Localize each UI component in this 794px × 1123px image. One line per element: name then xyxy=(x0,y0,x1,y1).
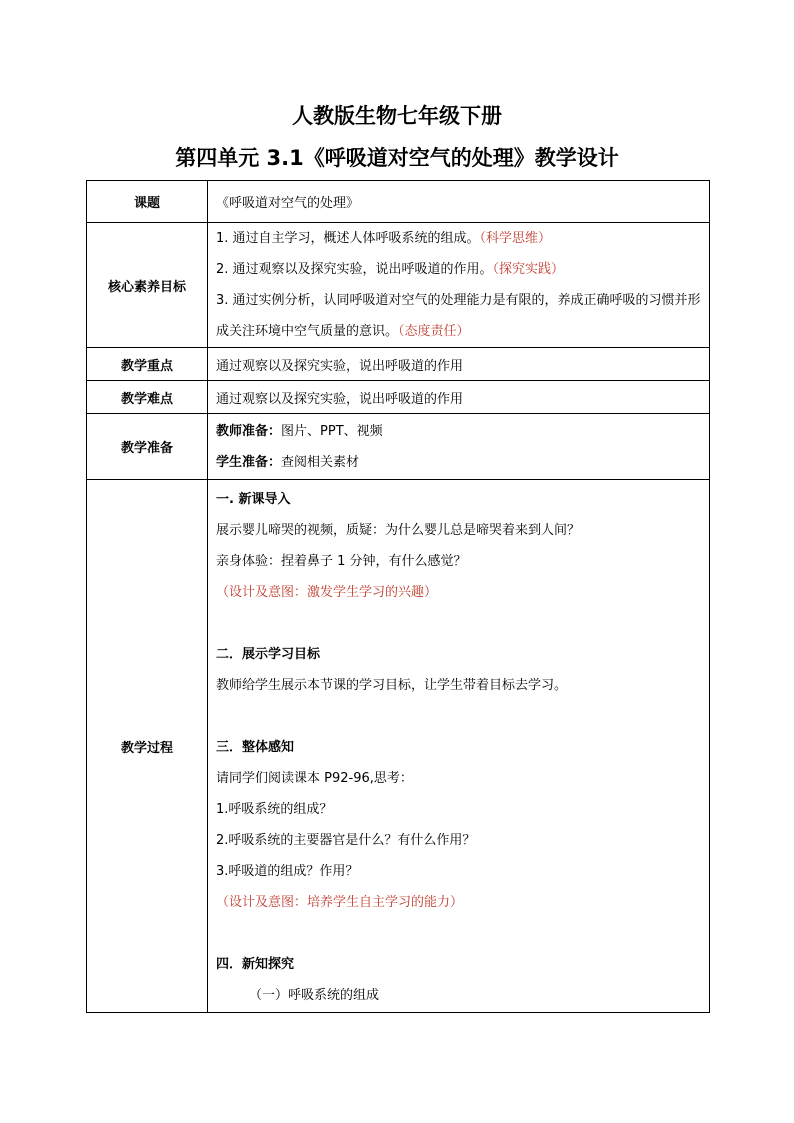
goal-item-2 xyxy=(216,254,703,285)
preparation-content xyxy=(208,414,710,480)
label-topic: 课题 xyxy=(87,181,208,223)
goal-2-tag: （探究实践） xyxy=(492,262,565,277)
student-preparation-label: 学生准备： xyxy=(216,454,282,470)
section-4-subheading: （一）呼吸系统的组成 xyxy=(249,988,380,1003)
label-key-point: 教学重点 xyxy=(87,348,208,381)
row-process xyxy=(87,480,710,1013)
section-2-heading: 二．展示学习目标 xyxy=(216,647,321,662)
section-3-question-2: 2.呼吸系统的主要器官是什么？有什么作用？ xyxy=(216,833,476,848)
section-3-design-note: （设计及意图：培养学生自主学习的能力） xyxy=(216,895,464,910)
section-1-paragraph-2: 亲身体验：捏着鼻子 1 分钟，有什么感觉？ xyxy=(216,554,467,569)
goal-3-text: 3. 通过实例分析，认同呼吸道对空气的处理能力是有限的，养成正确呼吸的习惯并形成关注环境中空气质量的意识。 xyxy=(216,293,701,339)
section-3-question-1: 1.呼吸系统的组成？ xyxy=(216,802,333,817)
goals-list xyxy=(208,223,710,348)
spacer xyxy=(216,701,703,732)
label-goals: 核心素养目标 xyxy=(87,223,208,348)
goal-3-tag: （态度责任） xyxy=(398,324,470,339)
section-3-heading: 三．整体感知 xyxy=(216,740,295,755)
value-topic: 《呼吸道对空气的处理》 xyxy=(208,181,710,223)
section-4-heading: 四．新知探究 xyxy=(216,957,295,972)
lesson-plan-table xyxy=(86,180,710,1013)
teacher-preparation-value: 图片、PPT、视频 xyxy=(281,423,383,439)
row-difficulty xyxy=(87,381,710,414)
section-3-question-3: 3.呼吸道的组成？作用？ xyxy=(216,864,359,879)
row-goals xyxy=(87,223,710,348)
label-difficulty: 教学难点 xyxy=(87,381,208,414)
section-2-paragraph-1: 教师给学生展示本节课的学习目标，让学生带着目标去学习。 xyxy=(216,678,568,693)
goal-2-text: 2. 通过观察以及探究实验，说出呼吸道的作用。 xyxy=(216,262,493,277)
label-process: 教学过程 xyxy=(87,480,208,1013)
document-subtitle: 第四单元 3.1《呼吸道对空气的处理》教学设计 xyxy=(175,146,619,170)
section-1-heading: 一. 新课导入 xyxy=(216,492,291,507)
goal-item-1 xyxy=(216,223,703,254)
row-preparation xyxy=(87,414,710,480)
goal-1-tag: （科学思维） xyxy=(479,231,552,246)
row-key-point xyxy=(87,348,710,381)
value-key-point: 通过观察以及探究实验，说出呼吸道的作用 xyxy=(208,348,710,381)
goal-1-text: 1. 通过自主学习，概述人体呼吸系统的组成。 xyxy=(216,231,480,246)
section-3-paragraph-1: 请同学们阅读课本 P92-96,思考： xyxy=(216,771,413,786)
section-1-paragraph-1: 展示婴儿啼哭的视频，质疑：为什么婴儿总是啼哭着来到人间？ xyxy=(216,523,581,538)
goal-item-3 xyxy=(216,285,703,347)
student-preparation-value: 查阅相关素材 xyxy=(281,454,360,470)
label-preparation: 教学准备 xyxy=(87,414,208,480)
spacer xyxy=(216,918,703,949)
section-1-design-note: （设计及意图：激发学生学习的兴趣） xyxy=(216,585,438,600)
process-content xyxy=(208,480,710,1013)
teacher-preparation-label: 教师准备： xyxy=(216,423,282,439)
value-difficulty: 通过观察以及探究实验，说出呼吸道的作用 xyxy=(208,381,710,414)
student-preparation xyxy=(216,447,703,478)
teacher-preparation xyxy=(216,416,703,447)
spacer xyxy=(216,608,703,639)
document-title: 人教版生物七年级下册 xyxy=(292,104,502,128)
row-topic xyxy=(87,181,710,223)
